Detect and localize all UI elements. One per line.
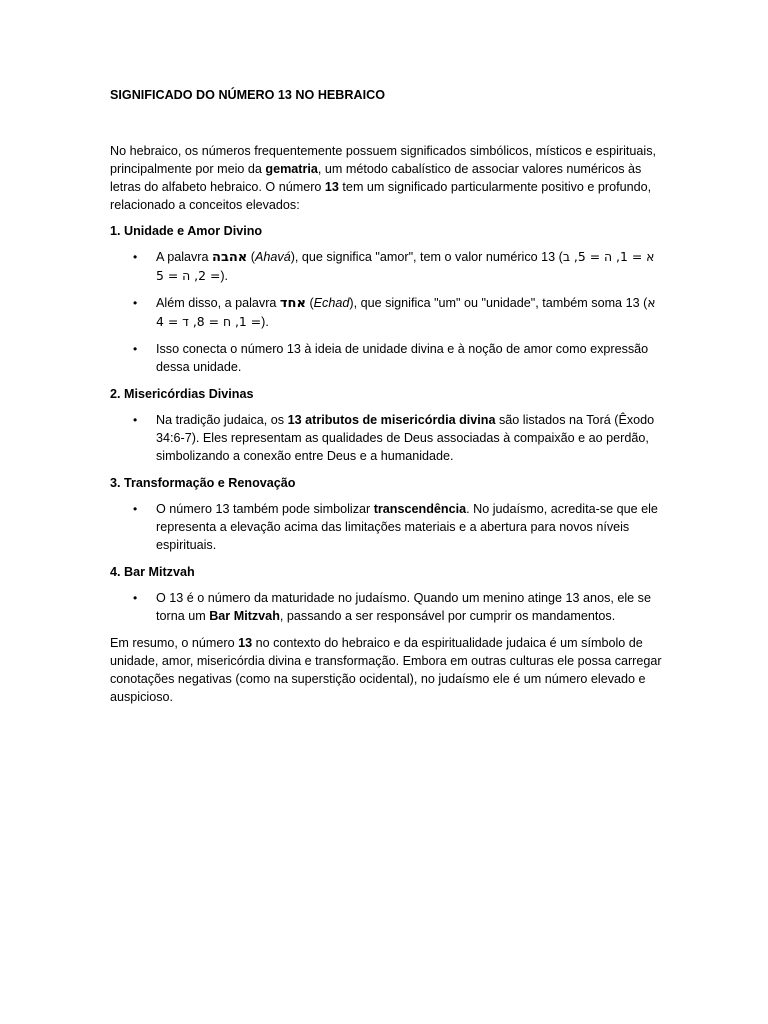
section-heading-bar-mitzvah: 4. Bar Mitzvah: [110, 565, 195, 579]
intro-bold-13: 13: [324, 180, 339, 194]
item-text: A palavra: [156, 250, 213, 264]
intro-paragraph: [110, 142, 662, 214]
hebrew-word-ahava: אהבה: [212, 250, 248, 265]
hebrew-word-echad: אחד: [279, 296, 306, 311]
section-list-bar-mitzvah: [110, 589, 662, 625]
bullet-icon: •: [133, 342, 138, 356]
bold-bar-mitzvah: Bar Mitzvah: [209, 609, 280, 623]
intro-text-3: tem um significado particularmente positivo e profundo, relacionado a conceitos elevados:: [110, 180, 652, 212]
item-text: Além disso, a palavra: [156, 296, 280, 310]
hebrew-values: א = 1, ח = 8, ד = 4: [156, 295, 656, 329]
document-page: [110, 86, 662, 714]
conclusion-text-1: Em resumo, o número: [110, 636, 239, 650]
item-text: ).: [220, 269, 229, 283]
item-text: ), que significa "um" ou "unidade", também soma 13 (: [349, 296, 648, 310]
bullet-icon: •: [133, 296, 138, 310]
document-title: SIGNIFICADO DO NÚMERO 13 NO HEBRAICO: [110, 88, 385, 102]
bullet-icon: •: [133, 413, 138, 427]
list-item: [133, 248, 662, 285]
item-text: (: [305, 296, 314, 310]
item-text: (: [247, 250, 255, 264]
list-item: [133, 589, 662, 625]
hebrew-values: א = 1, ה = 5, ב = 2, ה = 5: [156, 249, 655, 283]
section-list-transformacao: [110, 500, 662, 554]
item-text: Isso conecta o número 13 à ideia de unidade divina e à noção de amor como expressão dessa unidade.: [156, 342, 649, 374]
conclusion-text-2: no contexto do hebraico e da espiritualidade judaica é um símbolo de unidade, amor, misericórdia divina e transformação. Embora em outras culturas ele possa carregar conotações negativas (como na superstição ocidental), no judaísmo ele é um número elevado e auspicioso.: [110, 636, 662, 704]
item-text: são listados na Torá (Êxodo 34:6-7). Eles representam as qualidades de Deus associadas à compaixão e ao perdão, simbolizando a conexão entre Deus e a humanidade.: [156, 413, 655, 463]
item-text: ).: [261, 315, 269, 329]
bullet-icon: •: [133, 502, 138, 516]
list-item: [133, 340, 662, 376]
list-item: [133, 294, 662, 331]
section-heading-transformacao: 3. Transformação e Renovação: [110, 476, 296, 490]
bullet-icon: •: [133, 250, 138, 264]
intro-text-1: No hebraico, os números frequentemente possuem significados simbólicos, místicos e espirituais, principalmente por meio da: [110, 144, 656, 176]
item-text: O número 13 também pode simbolizar: [156, 502, 374, 516]
conclusion-paragraph: [110, 634, 662, 706]
bold-13-atributos: 13 atributos de misericórdia divina: [287, 413, 496, 427]
intro-bold-gematria: gematria: [265, 162, 318, 176]
item-text: Na tradição judaica, os: [156, 413, 288, 427]
item-text: O 13 é o número da maturidade no judaísmo. Quando um menino atinge 13 anos, ele se torna um: [156, 591, 651, 623]
intro-text-2: , um método cabalístico de associar valores numéricos às letras do alfabeto hebraico. O número: [110, 162, 642, 194]
italic-ahava: Ahavá: [254, 250, 291, 264]
italic-echad: Echad: [313, 296, 350, 310]
list-item: [133, 500, 662, 554]
bold-transcendencia: transcendência: [373, 502, 467, 516]
bullet-icon: •: [133, 591, 138, 605]
item-text: , passando a ser responsável por cumprir os mandamentos.: [279, 609, 616, 623]
section-list-misericordias: [110, 411, 662, 465]
list-item: [133, 411, 662, 465]
item-text: ), que significa "amor", tem o valor numérico 13 (: [290, 250, 563, 264]
conclusion-bold-13: 13: [238, 636, 253, 650]
item-text: . No judaísmo, acredita-se que ele representa a elevação acima das limitações materiais e a abertura para novos níveis espirituais.: [156, 502, 658, 552]
section-list-unidade: [110, 248, 662, 376]
section-heading-unidade: 1. Unidade e Amor Divino: [110, 224, 263, 238]
section-heading-misericordias: 2. Misericórdias Divinas: [110, 387, 254, 401]
